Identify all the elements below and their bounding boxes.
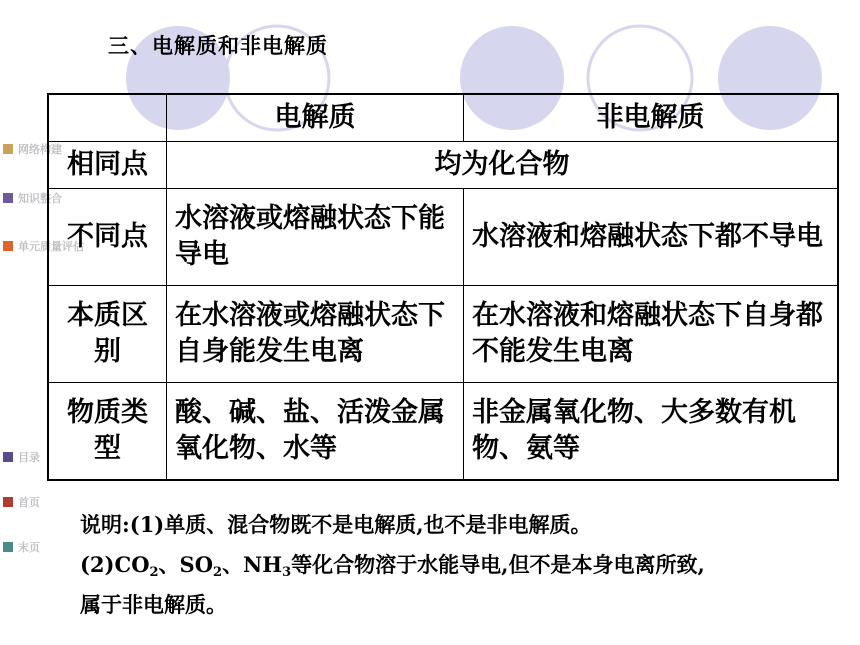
section-title: 三、电解质和非电解质 (108, 33, 328, 58)
header-blank (48, 94, 167, 141)
nav-first-page[interactable] (3, 494, 40, 510)
explanation-note (80, 505, 840, 625)
table-row (48, 141, 838, 188)
nav-contents[interactable] (3, 449, 40, 465)
row-label: 物质类型 (48, 382, 167, 480)
square-icon (3, 542, 13, 552)
nav-label: 单元质量评估 (18, 240, 84, 253)
square-icon (3, 241, 13, 251)
table-row (48, 382, 838, 480)
cell-nonelectrolyte: 水溶液和熔融状态下都不导电 (464, 188, 839, 285)
cell-nonelectrolyte: 在水溶液和熔融状态下自身都不能发生电离 (464, 285, 839, 382)
note-line-2: $(2)CO_2$、$SO_2$、$NH_3$等化合物溶于水能导电,但不是本身电离所致, (80, 552, 705, 580)
table-header-row (48, 94, 838, 141)
nav-label: 网络构建 (18, 143, 62, 156)
square-icon (3, 497, 13, 507)
table-row (48, 285, 838, 382)
row-value-merged: 均为化合物 (167, 141, 839, 188)
nav-label: 末页 (18, 541, 40, 554)
nav-last-page[interactable] (3, 539, 40, 555)
table-row (48, 188, 838, 285)
row-label: 不同点 (48, 188, 167, 285)
square-icon (3, 193, 13, 203)
cell-nonelectrolyte: 非金属氧化物、大多数有机物、氨等 (464, 382, 839, 480)
cell-electrolyte: 酸、碱、盐、活泼金属氧化物、水等 (167, 382, 464, 480)
row-label: 相同点 (48, 141, 167, 188)
header-nonelectrolyte: 非电解质 (464, 94, 839, 141)
cell-electrolyte: 在水溶液或熔融状态下自身能发生电离 (167, 285, 464, 382)
row-label: 本质区别 (48, 285, 167, 382)
note-line-1: 说明:(1)单质、混合物既不是电解质,也不是非电解质。 (80, 512, 592, 537)
header-electrolyte: 电解质 (167, 94, 464, 141)
nav-label: 首页 (18, 496, 40, 509)
nav-label: 知识整合 (18, 192, 62, 205)
square-icon (3, 144, 13, 154)
note-line-3: 属于非电解质。 (80, 592, 227, 617)
nav-label: 目录 (18, 451, 40, 464)
comparison-table (47, 93, 839, 481)
cell-electrolyte: 水溶液或熔融状态下能导电 (167, 188, 464, 285)
square-icon (3, 452, 13, 462)
